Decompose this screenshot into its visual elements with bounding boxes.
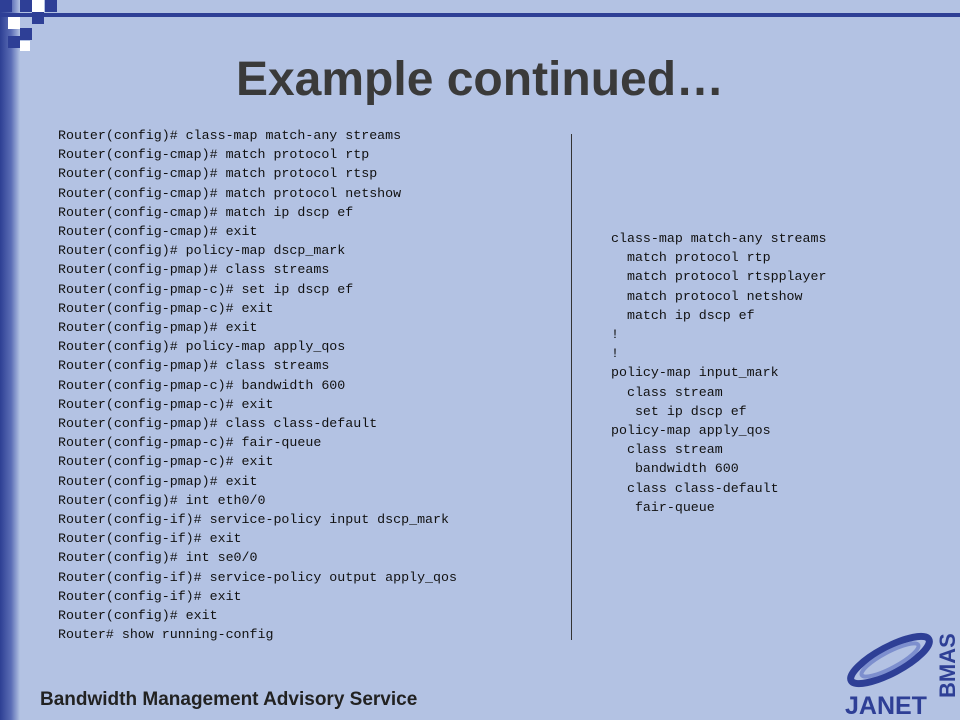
code-line: Router(config-if)# service-policy output apply_qos <box>58 569 457 585</box>
decor-square <box>0 0 12 12</box>
code-line: Router(config-pmap)# exit <box>58 473 258 489</box>
code-line: Router(config-pmap)# class streams <box>58 262 330 278</box>
code-line: Router(config)# class-map match-any streams <box>58 128 402 143</box>
swoosh-icon <box>845 628 935 692</box>
code-line: Router(config-pmap-c)# bandwidth 600 <box>58 377 346 393</box>
code-line: set ip dscp ef <box>611 403 747 419</box>
slide-title: Example continued… <box>235 53 725 106</box>
code-line: Router(config)# int se0/0 <box>58 550 258 566</box>
code-line: Router(config)# exit <box>58 608 218 624</box>
code-line: match ip dscp ef <box>611 307 755 323</box>
janet-bmas-logo <box>838 614 960 720</box>
code-line: class stream <box>611 442 723 458</box>
code-line: Router(config-pmap-c)# exit <box>58 396 274 412</box>
decor-square <box>20 28 32 40</box>
code-line: class stream <box>611 384 723 400</box>
logo-bmas-text: BMAS <box>935 633 960 698</box>
code-line: class class-default <box>611 480 779 496</box>
decor-square <box>32 12 44 24</box>
column-divider <box>571 134 572 640</box>
code-line: Router(config-pmap)# class class-default <box>58 416 378 432</box>
code-line: Router(config-pmap-c)# set ip dscp ef <box>58 281 354 297</box>
code-line: Router(config-if)# exit <box>58 531 242 547</box>
decor-square <box>8 36 20 48</box>
code-line: Router(config)# policy-map apply_qos <box>58 339 346 355</box>
code-line: match protocol netshow <box>611 288 803 304</box>
decor-square <box>20 41 30 51</box>
left-gradient-strip <box>0 0 20 720</box>
code-line: match protocol rtspplayer <box>611 269 827 285</box>
decor-square <box>32 0 44 12</box>
top-rule <box>0 13 960 17</box>
code-line: Router(config-pmap)# exit <box>58 320 258 336</box>
code-line: Router(config-pmap)# class streams <box>58 358 330 374</box>
decor-square <box>8 17 20 29</box>
code-line: fair-queue <box>611 499 715 515</box>
code-line: Router# show running-config <box>58 627 274 643</box>
code-line: Router(config-cmap)# exit <box>58 224 258 240</box>
code-line: policy-map apply_qos <box>611 423 771 439</box>
code-line: Router(config-cmap)# match ip dscp ef <box>58 204 354 220</box>
code-line: Router(config)# policy-map dscp_mark <box>58 243 346 259</box>
code-line: Router(config-cmap)# match protocol netshow <box>58 185 402 201</box>
code-line: Router(config-pmap-c)# fair-queue <box>58 435 322 451</box>
running-config-output <box>611 229 826 517</box>
logo-janet-text: JANET <box>845 692 927 720</box>
footer-text: Bandwidth Management Advisory Service <box>40 689 418 710</box>
code-line: ! <box>611 346 619 362</box>
code-line: match protocol rtp <box>611 250 771 266</box>
code-line: policy-map input_mark <box>611 365 779 381</box>
code-line: class-map match-any streams <box>611 231 827 246</box>
decor-square <box>45 0 57 12</box>
code-line: ! <box>611 327 619 343</box>
code-line: Router(config-cmap)# match protocol rtsp <box>58 166 378 182</box>
router-commands <box>58 126 457 644</box>
code-line: Router(config-if)# service-policy input dscp_mark <box>58 512 449 528</box>
code-line: Router(config-cmap)# match protocol rtp <box>58 147 370 163</box>
code-line: Router(config-pmap-c)# exit <box>58 454 274 470</box>
code-line: Router(config)# int eth0/0 <box>58 492 266 508</box>
decor-square <box>20 0 32 12</box>
code-line: Router(config-pmap-c)# exit <box>58 300 274 316</box>
code-line: bandwidth 600 <box>611 461 739 477</box>
code-line: Router(config-if)# exit <box>58 588 242 604</box>
